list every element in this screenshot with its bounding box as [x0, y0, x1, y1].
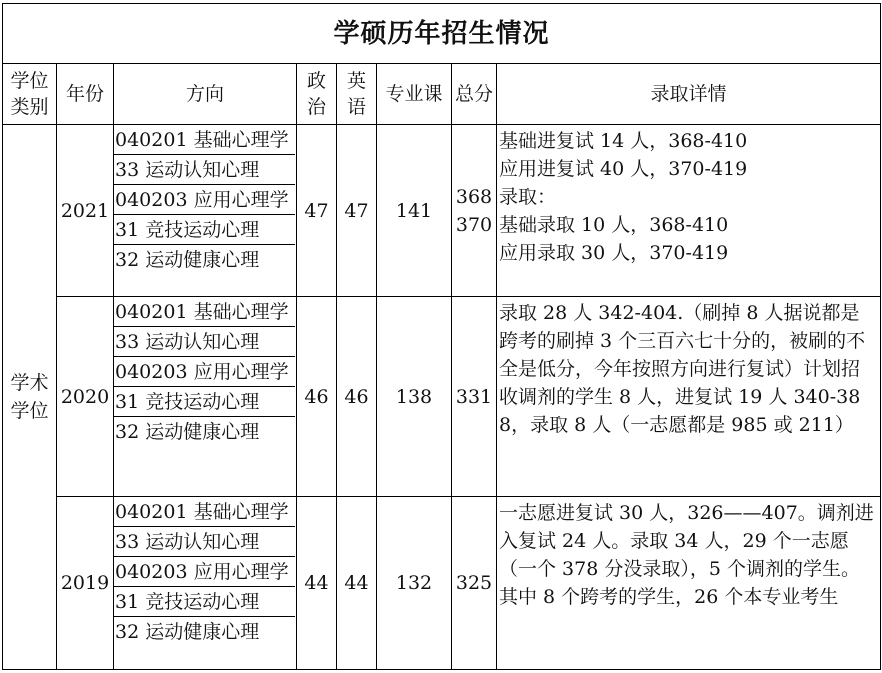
header-direction: 方向	[114, 64, 297, 125]
header-degree-type-line1: 学位	[10, 70, 49, 92]
politics-score: 47	[297, 125, 337, 297]
politics-score: 44	[297, 497, 337, 670]
direction-item: 040203 应用心理学	[114, 557, 295, 587]
direction-item: 31 竞技运动心理	[114, 387, 295, 417]
direction-item: 040201 基础心理学	[114, 125, 295, 155]
direction-item: 33 运动认知心理	[114, 155, 295, 185]
direction-item: 32 运动健康心理	[115, 249, 260, 271]
header-details: 录取详情	[497, 64, 881, 125]
direction-cell	[114, 297, 297, 497]
direction-item: 040201 基础心理学	[114, 297, 295, 327]
header-english-line1: 英	[346, 70, 366, 92]
direction-item: 31 竞技运动心理	[114, 215, 295, 245]
year-cell: 2021	[57, 125, 114, 297]
english-score: 44	[337, 497, 377, 670]
direction-cell	[114, 497, 297, 670]
table-row	[3, 125, 881, 297]
details-line: 基础进复试 14 人，368-410	[499, 130, 748, 152]
header-politics-line1: 政	[306, 70, 326, 92]
header-degree-type	[3, 64, 57, 125]
politics-score: 46	[297, 297, 337, 497]
direction-item: 31 竞技运动心理	[114, 587, 295, 617]
header-row	[3, 64, 881, 125]
header-english-line2: 语	[346, 96, 366, 118]
english-score: 47	[337, 125, 377, 297]
header-year: 年份	[57, 64, 114, 125]
total-score: 331	[452, 297, 497, 497]
degree-type-line2: 学位	[10, 400, 49, 422]
details-cell	[497, 125, 881, 297]
details-line: 应用录取 30 人，370-419	[499, 242, 729, 264]
header-politics-line2: 治	[306, 96, 326, 118]
header-major: 专业课	[377, 64, 452, 125]
total-score: 325	[452, 497, 497, 670]
direction-item: 040203 应用心理学	[114, 357, 295, 387]
details-line: 基础录取 10 人，368-410	[499, 214, 729, 236]
admissions-table	[2, 3, 881, 670]
major-score: 141	[377, 125, 452, 297]
direction-item: 33 运动认知心理	[114, 527, 295, 557]
header-degree-type-line2: 类别	[10, 96, 49, 118]
direction-item: 040203 应用心理学	[114, 185, 295, 215]
degree-type-line1: 学术	[10, 372, 49, 394]
details-line: 应用进复试 40 人，370-419	[499, 158, 748, 180]
direction-item: 32 运动健康心理	[115, 621, 260, 643]
year-cell: 2019	[57, 497, 114, 670]
total-score-line1: 368	[455, 185, 493, 208]
table-row	[3, 297, 881, 497]
details-text: 录取 28 人 342-404.（刷掉 8 人据说都是跨考的刷掉 3 个三百六七十分的，被刷的不全是低分，今年按照方向进行复试）计划招收调剂的学生 8 人，进复试 19 人 340-388，录取 8 人（一志愿都是 985 或 211）	[499, 302, 866, 436]
header-english	[337, 64, 377, 125]
direction-item: 33 运动认知心理	[114, 327, 295, 357]
english-score: 46	[337, 297, 377, 497]
details-text: 一志愿进复试 30 人，326——407。调剂进入复试 24 人。录取 34 人，29 个一志愿（一个 378 分没录取），5 个调剂的学生。其中 8 个跨考的学生，26 个本专业考生	[499, 502, 874, 608]
direction-item: 040201 基础心理学	[114, 497, 295, 527]
table-title: 学硕历年招生情况	[3, 4, 881, 64]
details-cell	[497, 297, 881, 497]
year-cell: 2020	[57, 297, 114, 497]
major-score: 132	[377, 497, 452, 670]
total-score-line2: 370	[455, 213, 493, 236]
major-score: 138	[377, 297, 452, 497]
direction-cell	[114, 125, 297, 297]
details-cell	[497, 497, 881, 670]
header-total: 总分	[452, 64, 497, 125]
degree-type-cell	[3, 125, 57, 670]
header-politics	[297, 64, 337, 125]
details-line: 录取：	[499, 186, 557, 208]
direction-item: 32 运动健康心理	[115, 421, 260, 443]
total-score	[452, 125, 497, 297]
table-row	[3, 497, 881, 670]
